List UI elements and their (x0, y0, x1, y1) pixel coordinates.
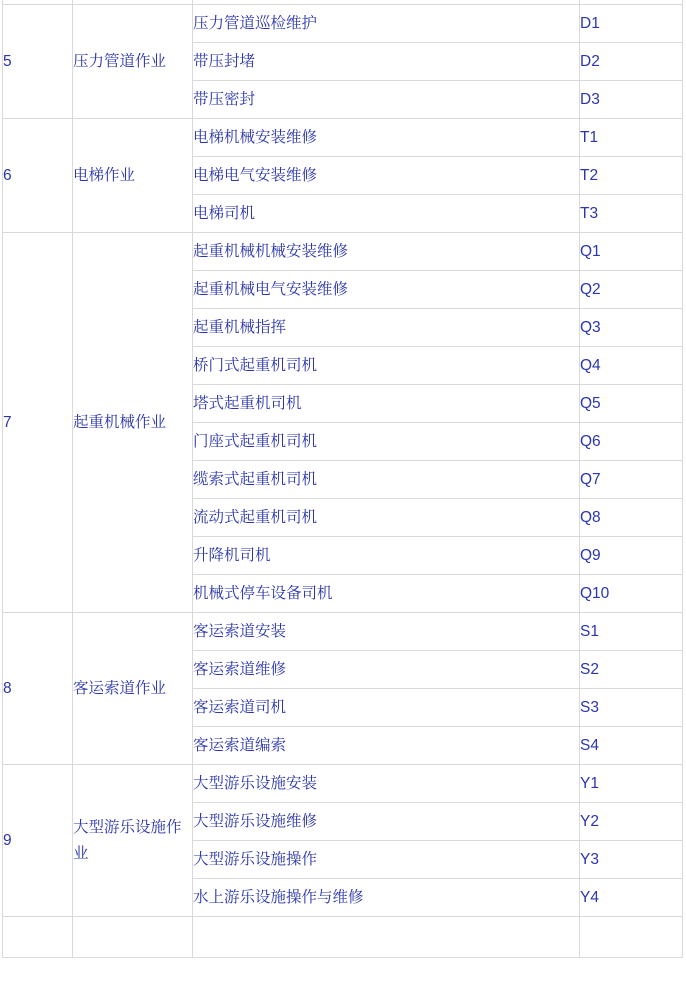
item-name-cell: 大型游乐设施安装 (193, 765, 580, 803)
table-row (3, 233, 683, 271)
row-number-cell: 9 (3, 765, 73, 917)
item-code-cell: Y4 (580, 879, 683, 917)
item-code-cell: Y3 (580, 841, 683, 879)
item-code-cell: D2 (580, 43, 683, 81)
item-name-cell: 塔式起重机司机 (193, 385, 580, 423)
item-name-cell: 客运索道编索 (193, 727, 580, 765)
item-code-cell: S4 (580, 727, 683, 765)
item-name-cell: 桥门式起重机司机 (193, 347, 580, 385)
item-name-cell: 客运索道司机 (193, 689, 580, 727)
category-cell: 大型游乐设施作业 (73, 765, 193, 917)
item-code-cell: Q7 (580, 461, 683, 499)
item-name-cell: 带压封堵 (193, 43, 580, 81)
category-cell (73, 917, 193, 958)
table-row (3, 613, 683, 651)
category-cell: 起重机械作业 (73, 233, 193, 613)
item-name-cell: 升降机司机 (193, 537, 580, 575)
item-code-cell: Q4 (580, 347, 683, 385)
item-code-cell: Q2 (580, 271, 683, 309)
item-name-cell: 门座式起重机司机 (193, 423, 580, 461)
item-code-cell: Q3 (580, 309, 683, 347)
item-code-cell: Q6 (580, 423, 683, 461)
item-code-cell: Y2 (580, 803, 683, 841)
item-code-cell: T3 (580, 195, 683, 233)
item-name-cell: 流动式起重机司机 (193, 499, 580, 537)
item-name-cell: 电梯机械安装维修 (193, 119, 580, 157)
item-name-cell: 起重机械机械安装维修 (193, 233, 580, 271)
item-name-cell (193, 917, 580, 958)
row-number-cell: 5 (3, 5, 73, 119)
category-cell: 电梯作业 (73, 119, 193, 233)
item-code-cell: D3 (580, 81, 683, 119)
item-code-cell: Q8 (580, 499, 683, 537)
item-name-cell: 大型游乐设施操作 (193, 841, 580, 879)
item-code-cell: T1 (580, 119, 683, 157)
partial-row-bottom (3, 917, 683, 958)
table-row (3, 5, 683, 43)
item-code-cell: S2 (580, 651, 683, 689)
item-code-cell (580, 917, 683, 958)
item-name-cell: 起重机械电气安装维修 (193, 271, 580, 309)
item-name-cell: 电梯电气安装维修 (193, 157, 580, 195)
item-name-cell: 大型游乐设施维修 (193, 803, 580, 841)
item-name-cell: 带压密封 (193, 81, 580, 119)
row-number-cell: 7 (3, 233, 73, 613)
item-code-cell: Y1 (580, 765, 683, 803)
item-code-cell: Q10 (580, 575, 683, 613)
category-cell: 客运索道作业 (73, 613, 193, 765)
item-name-cell: 缆索式起重机司机 (193, 461, 580, 499)
item-code-cell: Q9 (580, 537, 683, 575)
item-code-cell: S3 (580, 689, 683, 727)
item-name-cell: 机械式停车设备司机 (193, 575, 580, 613)
item-code-cell: D1 (580, 5, 683, 43)
item-name-cell: 客运索道维修 (193, 651, 580, 689)
item-code-cell: Q5 (580, 385, 683, 423)
item-name-cell: 起重机械指挥 (193, 309, 580, 347)
row-number-cell: 8 (3, 613, 73, 765)
category-cell: 压力管道作业 (73, 5, 193, 119)
item-name-cell: 水上游乐设施操作与维修 (193, 879, 580, 917)
special-equipment-operations-table (2, 0, 683, 958)
item-name-cell: 客运索道安装 (193, 613, 580, 651)
item-name-cell: 压力管道巡检维护 (193, 5, 580, 43)
table-row (3, 765, 683, 803)
item-name-cell: 电梯司机 (193, 195, 580, 233)
item-code-cell: S1 (580, 613, 683, 651)
item-code-cell: Q1 (580, 233, 683, 271)
row-number-cell: 6 (3, 119, 73, 233)
table-row (3, 119, 683, 157)
item-code-cell: T2 (580, 157, 683, 195)
row-number-cell (3, 917, 73, 958)
